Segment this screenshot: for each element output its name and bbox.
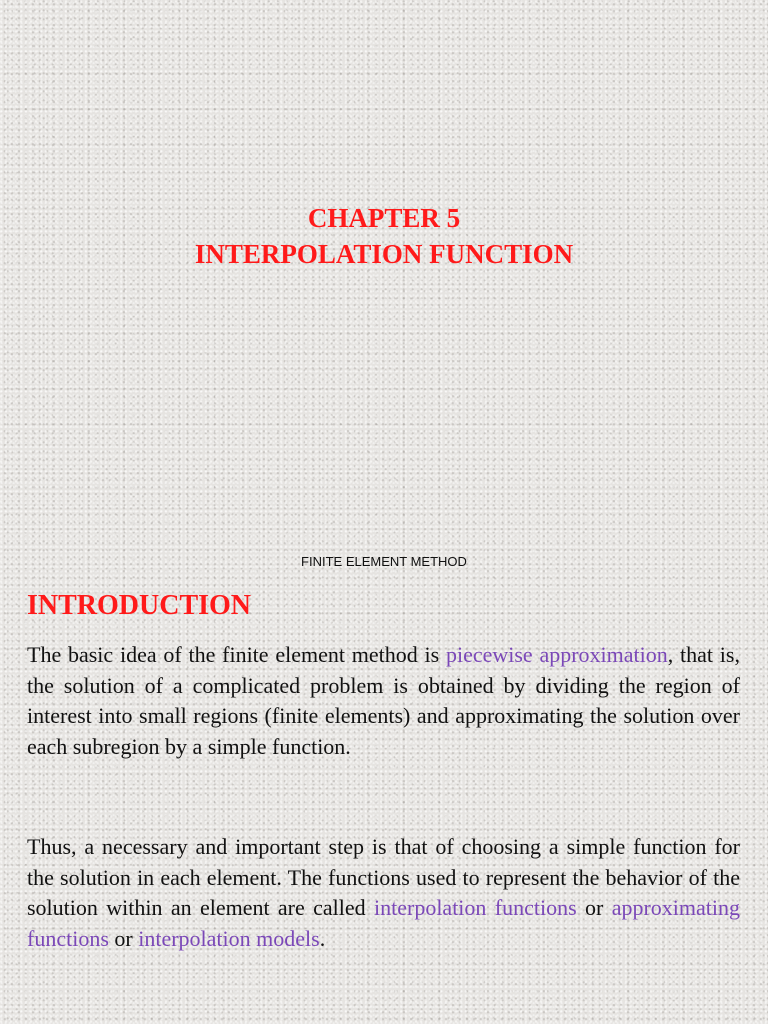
- paragraph-text: Thus, a necessary and important step is that of choosing a simple function for the solution in each element. The functions used to represent the behavior of the solution within an element are called: [27, 834, 740, 921]
- title-block: [0, 200, 768, 272]
- intro-paragraph-1: [27, 640, 740, 762]
- chapter-number: CHAPTER 5: [307, 203, 461, 233]
- term-piecewise-approximation: piecewise approximation: [445, 642, 668, 667]
- term-approximating-functions: approximating functions: [27, 895, 740, 951]
- term-interpolation-models: interpolation models: [138, 925, 320, 951]
- section-heading: INTRODUCTION: [27, 590, 252, 621]
- term-interpolation-functions: interpolation functions: [374, 895, 577, 921]
- intro-paragraph-2: [27, 832, 740, 954]
- intro-slide: [0, 585, 768, 1024]
- paragraph-text: or: [576, 895, 612, 921]
- paragraph-text: or: [108, 925, 139, 951]
- paragraph-text: .: [319, 925, 326, 951]
- paragraph-text: The basic idea of the finite element method is: [27, 642, 446, 667]
- paragraph-text: , that is, the solution of a complicated problem is obtained by dividing the region of interest into small regions (finite elements) and approximating the solution over each subregion by a simple function.: [27, 642, 740, 759]
- chapter-title: INTERPOLATION FUNCTION: [194, 239, 574, 269]
- slide-footer: FINITE ELEMENT METHOD: [301, 554, 467, 569]
